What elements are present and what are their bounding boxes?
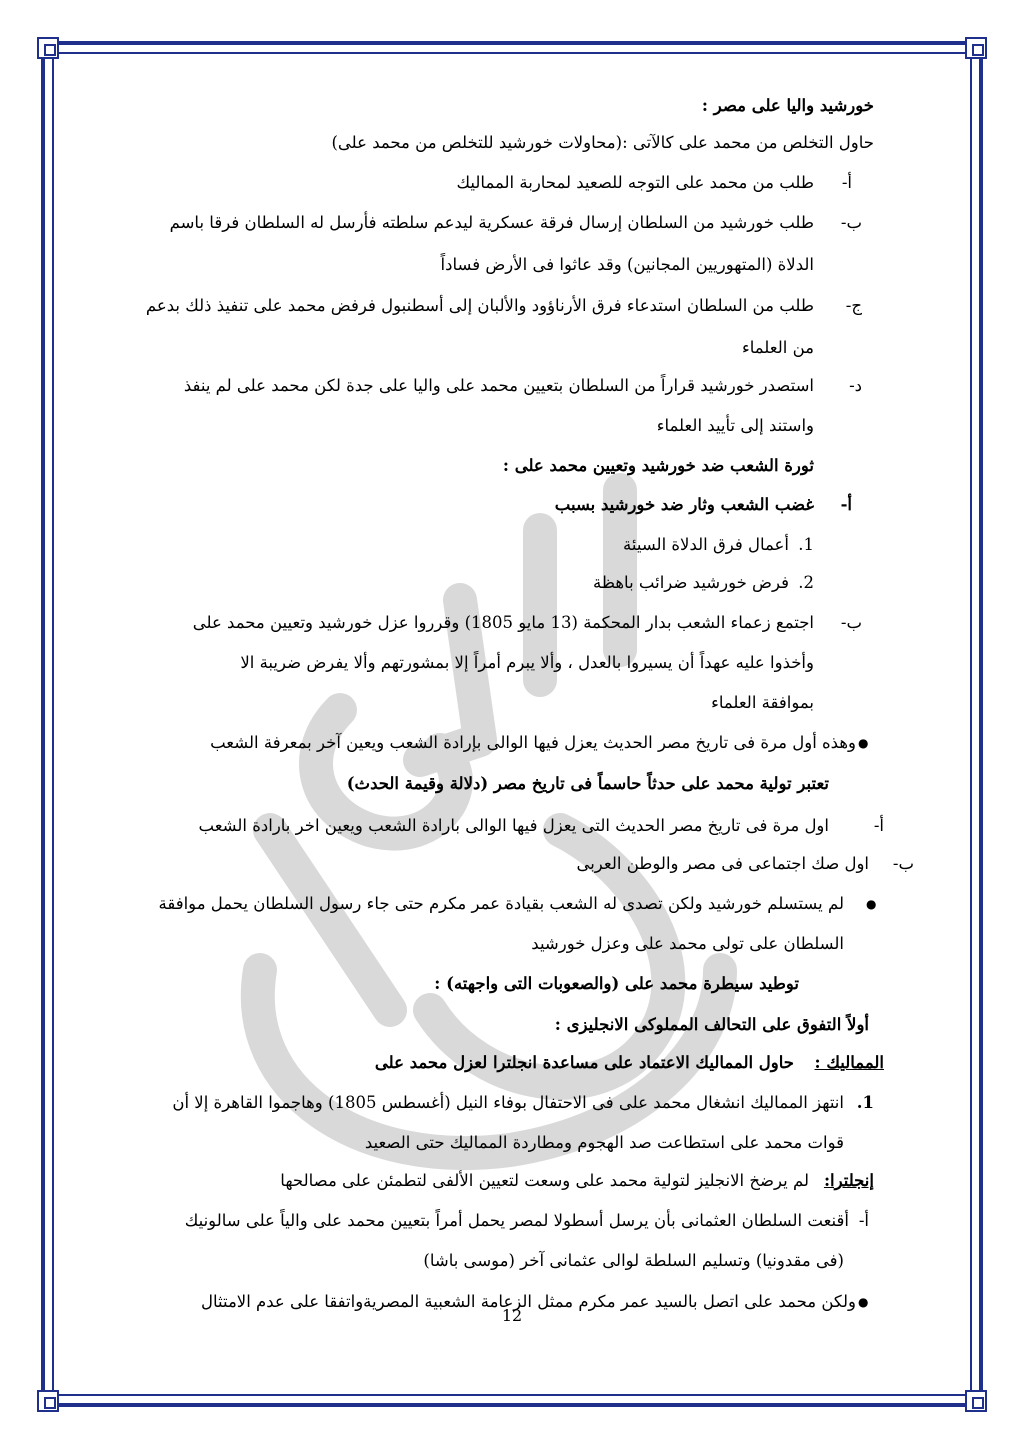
list-marker: ج- [845,296,862,315]
corner-ornament [37,37,59,59]
list-item-continued: (فى مقدونيا) وتسليم السلطة لوالى عثمانى آخر (موسى باشا) [423,1251,844,1270]
list-item: غضب الشعب وثار ضد خورشيد بسبب [554,495,814,514]
corner-ornament [965,37,987,59]
list-marker: 2. [798,573,814,592]
list-item: اجتمع زعماء الشعب بدار المحكمة (13 مايو 1805) وقرروا عزل خورشيد وتعيين محمد على [192,613,814,632]
list-item-continued: من العلماء [741,338,814,357]
text-line-continued: السلطان على تولى محمد على وعزل خورشيد [531,934,844,953]
list-item: طلب من محمد على التوجه للصعيد لمحاربة المماليك [456,173,814,192]
corner-ornament [965,1390,987,1412]
list-marker: ب- [892,854,914,873]
list-item: اول صك اجتماعى فى مصر والوطن العربى [576,854,869,873]
bullet-icon: ● [866,897,877,911]
list-item-continued: الدلاة (المتهوريين المجانين) وقد عاثوا فى الأرض فساداً [440,255,814,274]
section-title-significance: تعتبر تولية محمد على حدثاً حاسماً فى تاريخ مصر (دلالة وقيمة الحدث) [346,774,829,793]
list-item: طلب خورشيد من السلطان إرسال فرقة عسكرية ليدعم سلطته فأرسل له السلطان فرقا باسم [169,213,814,232]
list-marker: أ- [840,495,852,514]
list-item-continued: بموافقة العلماء [711,693,814,712]
corner-ornament [37,1390,59,1412]
section-title-consolidation: توطيد سيطرة محمد على (والصعوبات التى واجهته) : [434,974,799,993]
label-england: إنجلترا: [823,1171,874,1190]
text-line: لم يرضخ الانجليز لتولية محمد على وسعت لتعيين الألفى لتطمئن على مصالحها [280,1171,809,1190]
text-line: حاول المماليك الاعتماد على مساعدة انجلترا لعزل محمد على [374,1053,794,1072]
label-mamluks: المماليك : [814,1053,884,1072]
list-item: أعمال فرق الدلاة السيئة [623,535,789,554]
text-line: حاول التخلص من محمد على كالآتى :(محاولات خورشيد للتخلص من محمد على) [331,133,874,152]
list-item: أقنعت السلطان العثمانى بأن يرسل أسطولا لمصر يحمل أمراً بتعيين محمد على والياً على سالونيك [184,1211,849,1230]
list-item: فرض خورشيد ضرائب باهظة [592,573,789,592]
section-title-revolution: ثورة الشعب ضد خورشيد وتعيين محمد على : [502,456,814,475]
bullet-icon: ● [858,736,869,750]
list-item-continued: واستند إلى تأييد العلماء [656,416,814,435]
list-item: انتهز المماليك انشغال محمد على فى الاحتفال بوفاء النيل (أغسطس 1805) وهاجموا القاهرة إلا أن [172,1093,844,1112]
text-line: وهذه أول مرة فى تاريخ مصر الحديث يعزل فيها الوالى بإرادة الشعب ويعين آخر بمعرفة الشعب [210,733,856,752]
list-item: طلب من السلطان استدعاء فرق الأرناؤود والألبان إلى أسطنبول فرفض محمد على تنفيذ ذلك بدعم [145,296,814,315]
list-marker: أ- [873,816,884,835]
list-item-continued: قوات محمد على استطاعت صد الهجوم ومطاردة المماليك حتى الصعيد [364,1133,844,1152]
list-item: استصدر خورشيد قراراً من السلطان بتعيين محمد على واليا على جدة لكن محمد على لم ينفذ [183,376,814,395]
list-item: اول مرة فى تاريخ مصر الحديث التى يعزل فيها الوالى بارادة الشعب ويعين اخر بارادة الشعب [198,816,829,835]
section-title-khurshid: خورشيد واليا على مصر : [701,96,874,115]
list-marker: أ- [858,1211,869,1230]
bullet-icon: ● [858,1295,869,1309]
section-title-first: أولاً التفوق على التحالف المملوكى الانجليزى : [554,1015,869,1034]
list-marker: د- [849,376,862,395]
page-number: 12 [501,1306,523,1325]
list-marker: ب- [840,613,862,632]
text-line: ولكن محمد على اتصل بالسيد عمر مكرم ممثل الزعامة الشعبية المصريةواتفقا على عدم الامتثال [200,1292,856,1311]
list-marker: أ- [841,173,852,192]
list-marker: ب- [840,213,862,232]
list-marker: 1. [856,1093,874,1112]
list-item-continued: وأخذوا عليه عهداً أن يسيروا بالعدل ، وألا يبرم أمراً إلا بمشورتهم وألا يفرض ضريبة الا [240,653,814,672]
text-line: لم يستسلم خورشيد ولكن تصدى له الشعب بقيادة عمر مكرم حتى جاء رسول السلطان يحمل موافقة [158,894,844,913]
list-marker: 1. [798,535,814,554]
